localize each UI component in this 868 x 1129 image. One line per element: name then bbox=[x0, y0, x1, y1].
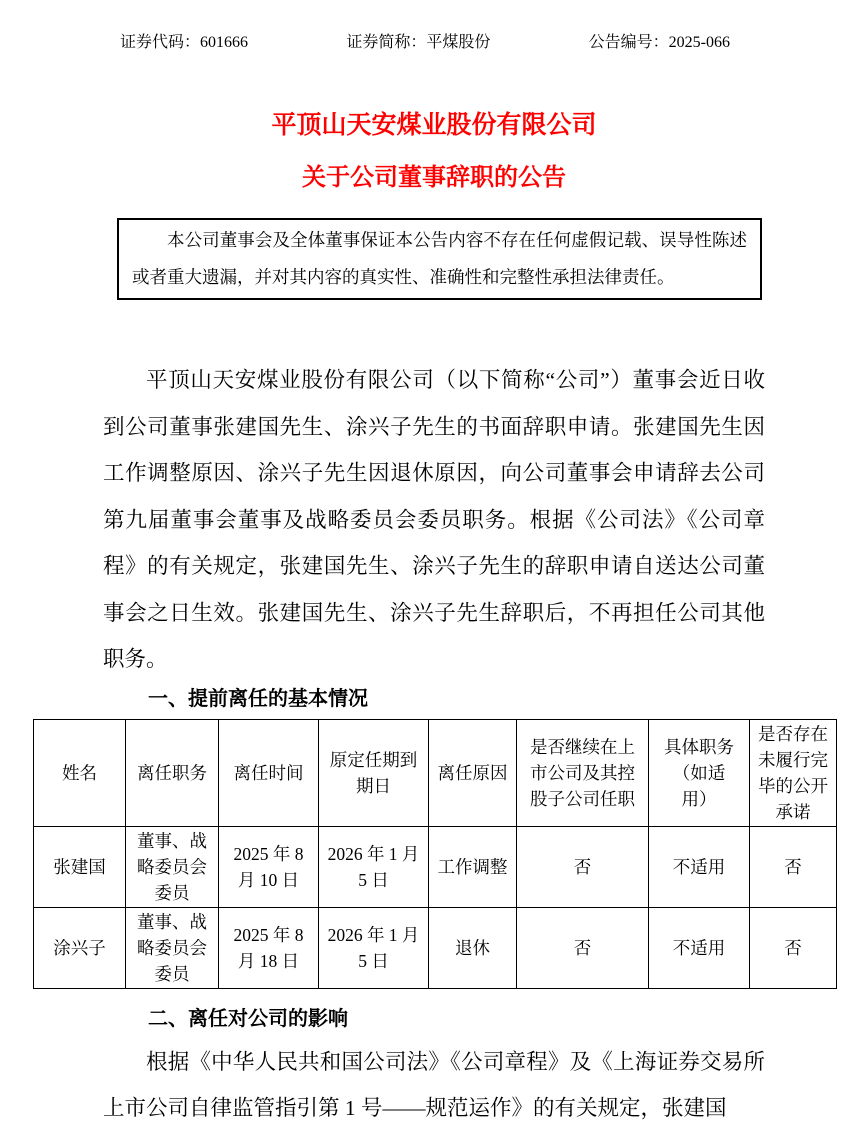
table-header-cell-position: 离任职务 bbox=[126, 719, 219, 826]
table-header-cell-term-end: 原定任期到期日 bbox=[319, 719, 429, 826]
intro-paragraph: 平顶山天安煤业股份有限公司（以下简称“公司”）董事会近日收到公司董事张建国先生、涂兴子先生的书面辞职申请。张建国先生因工作调整原因、涂兴子先生因退休原因，向公司董事会申请辞去公司第九届董事会董事及战略委员会委员职务。根据《公司法》《公司章程》的有关规定，张建国先生、涂兴子先生的辞职申请自送达公司董事会之日生效。张建国先生、涂兴子先生辞职后，不再担任公司其他职务。 bbox=[103, 368, 765, 671]
table-header-cell-specific-role: 具体职务（如适用） bbox=[649, 719, 750, 826]
table-cell: 不适用 bbox=[649, 826, 750, 907]
table-cell: 否 bbox=[517, 826, 649, 907]
announcement-title: 关于公司董事辞职的公告 bbox=[302, 164, 566, 191]
table-header-cell-name: 姓名 bbox=[34, 719, 126, 826]
table-cell: 否 bbox=[517, 907, 649, 988]
table-cell: 否 bbox=[750, 826, 837, 907]
resignation-table bbox=[33, 719, 837, 989]
table-cell: 2026 年 1 月 5 日 bbox=[319, 907, 429, 988]
table-cell: 不适用 bbox=[649, 907, 750, 988]
table-header-row bbox=[34, 719, 837, 826]
table-cell: 工作调整 bbox=[429, 826, 517, 907]
table-header-cell-continue-role: 是否继续在上市公司及其控股子公司任职 bbox=[517, 719, 649, 826]
section2-heading: 二、离任对公司的影响 bbox=[148, 1007, 348, 1030]
table-cell: 2025 年 8 月 10 日 bbox=[219, 826, 319, 907]
table-cell: 涂兴子 bbox=[34, 907, 126, 988]
table-header-cell-leave-date: 离任时间 bbox=[219, 719, 319, 826]
table-cell: 张建国 bbox=[34, 826, 126, 907]
table-cell: 2025 年 8 月 18 日 bbox=[219, 907, 319, 988]
section1-heading: 一、提前离任的基本情况 bbox=[148, 687, 368, 710]
stock-abbr-label: 证券简称：平煤股份 bbox=[346, 34, 491, 51]
table-cell: 否 bbox=[750, 907, 837, 988]
table-cell: 董事、战略委员会委员 bbox=[126, 826, 219, 907]
table-row-tuxingzi bbox=[34, 907, 837, 988]
table-cell: 董事、战略委员会委员 bbox=[126, 907, 219, 988]
stock-code-label: 证券代码：601666 bbox=[120, 34, 249, 51]
document-header bbox=[0, 0, 868, 53]
table-cell: 2026 年 1 月 5 日 bbox=[319, 826, 429, 907]
table-row-zhangjianguo bbox=[34, 826, 837, 907]
table-header-cell-commitments: 是否存在未履行完毕的公开承诺 bbox=[750, 719, 837, 826]
section2-paragraph: 根据《中华人民共和国公司法》《公司章程》及《上海证券交易所上市公司自律监管指引第 1 号——规范运作》的有关规定，张建国 bbox=[103, 1049, 765, 1120]
company-title: 平顶山天安煤业股份有限公司 bbox=[271, 111, 597, 139]
table-header-cell-reason: 离任原因 bbox=[429, 719, 517, 826]
table-cell: 退休 bbox=[429, 907, 517, 988]
announcement-number-label: 公告编号：2025-066 bbox=[588, 34, 730, 51]
disclaimer-box: 本公司董事会及全体董事保证本公告内容不存在任何虚假记载、误导性陈述或者重大遗漏，并对其内容的真实性、准确性和完整性承担法律责任。 bbox=[117, 218, 762, 300]
